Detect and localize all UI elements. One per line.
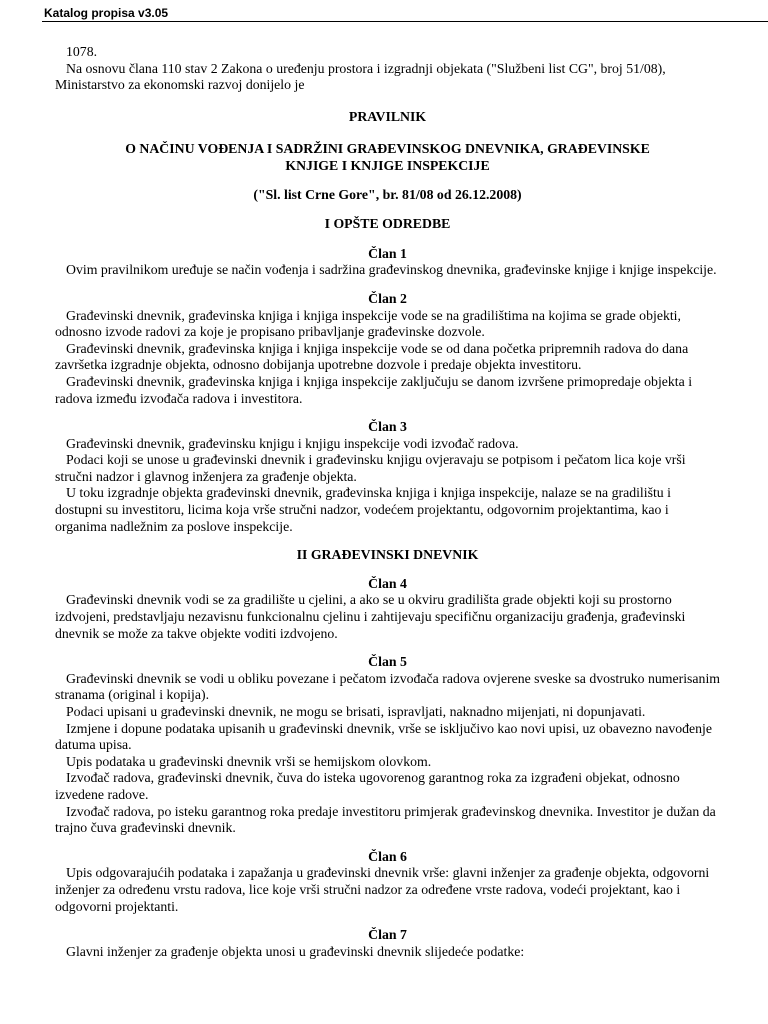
article-paragraph: Podaci koji se unose u građevinski dnevnik i građevinsku knjigu ovjeravaju se potpisom i pečatom lica koje vrši stručni nadzor i glavnog inženjera za građenje objekta. xyxy=(55,452,686,484)
article-heading: Član 5 xyxy=(368,654,407,670)
article-paragraph: U toku izgradnje objekta građevinski dnevnik, građevinska knjiga i knjiga inspekcije, nalaze se na gradilištu i dostupni su investitoru, licima koja vrše stručni nadzor, vodećem projektantu, odgovornim projektantima, kao i organima nadležnim za poslove inspekcije. xyxy=(55,485,671,534)
document-number: 1078. xyxy=(66,44,98,59)
article-paragraph: Građevinski dnevnik, građevinska knjiga i knjiga inspekcije zaključuju se danom izvršene primopredaje objekta i radova između izvođača radova i investitora. xyxy=(55,373,693,406)
section-heading: II GRAĐEVINSKI DNEVNIK xyxy=(296,547,479,563)
article-paragraph: Izvođač radova, građevinski dnevnik, čuva do isteka ugovorenog garantnog roka za izgrađeni objekat, odnosno izvedene radove. xyxy=(55,770,680,802)
document-preamble: Na osnovu člana 110 stav 2 Zakona o uređenju prostora i izgradnji objekata ("Službeni list CG", broj 51/08), Ministarstvo za ekonomski razvoj donijelo je xyxy=(55,60,666,93)
article-heading: Član 7 xyxy=(368,927,407,943)
article-heading: Član 3 xyxy=(368,419,407,435)
document-subtitle: O NAČINU VOĐENJA I SADRŽINI GRAĐEVINSKOG DNEVNIKA, GRAĐEVINSKE KNJIGE I KNJIGE INSPEKCIJE xyxy=(125,141,650,173)
article-paragraph: Upis podataka u građevinski dnevnik vrši se hemijskom olovkom. xyxy=(66,753,432,769)
article-paragraph: Ovim pravilnikom uređuje se način vođenja i sadržina građevinskog dnevnika, građevinske knjige i knjige inspekcije. xyxy=(66,262,717,278)
app-header xyxy=(0,0,768,22)
document-title: PRAVILNIK xyxy=(348,108,427,124)
app-title: Katalog propisa v3.05 xyxy=(44,6,169,20)
article-heading: Član 6 xyxy=(368,848,407,864)
article-paragraph: Podaci upisani u građevinski dnevnik, ne mogu se brisati, ispravljati, naknadno mijenjati, ni dopunjavati. xyxy=(66,704,646,719)
document-body xyxy=(55,44,720,960)
article-heading: Član 2 xyxy=(368,290,407,306)
section-heading: I OPŠTE ODREDBE xyxy=(324,216,451,232)
article-paragraph: Građevinski dnevnik vodi se za gradilište u cjelini, a ako se u okviru gradilišta grade objekti koji su prostorno izdvojeni, predstavljaju nezavisnu funkcionalnu cjelinu i zahtijevaju specifičnu organizaciju građenja, građevinski dnevnik se može za takve objekte voditi izdvojeno. xyxy=(55,592,686,641)
header-divider xyxy=(42,21,768,22)
article-paragraph: Građevinski dnevnik, građevinsku knjigu i knjigu inspekcije vodi izvođač radova. xyxy=(66,435,519,451)
article-heading: Član 4 xyxy=(368,575,407,591)
article-paragraph: Glavni inženjer za građenje objekta unosi u građevinski dnevnik slijedeće podatke: xyxy=(66,943,525,959)
article-paragraph: Građevinski dnevnik, građevinska knjiga i knjiga inspekcije vode se od dana početka pripremnih radova do dana završetka izgradnje objekta, odnosno dobijanja upotrebne dozvole i predaje objekta investitoru. xyxy=(55,340,689,373)
article-paragraph: Građevinski dnevnik se vodi u obliku povezane i pečatom izvođača radova ovjerene sveske sa dvostruko numerisanim stranama (original i kopija). xyxy=(55,670,721,703)
article-paragraph: Izmjene i dopune podataka upisanih u građevinski dnevnik, vrše se isključivo kao novi upisi, uz obavezno navođenje datuma upisa. xyxy=(55,720,712,753)
article-paragraph: Upis odgovarajućih podataka i zapažanja u građevinski dnevnik vrše: glavni inženjer za građenje objekta, odgovorni inženjer za određenu vrstu radova, lice koje vrši stručni nadzor za određene vrste radova, vodeći projektant, kao i odgovorni projektanti. xyxy=(55,865,710,914)
article-heading: Član 1 xyxy=(368,245,407,261)
article-paragraph: Izvođač radova, po isteku garantnog roka predaje investitoru primjerak građevinskog dnevnika. Investitor je dužan da trajno čuva građevinski dnevnik. xyxy=(55,803,716,836)
gazette-reference: ("Sl. list Crne Gore", br. 81/08 od 26.12.2008) xyxy=(253,186,522,202)
article-paragraph: Građevinski dnevnik, građevinska knjiga i knjiga inspekcije vode se na gradilištima na kojima se grade objekti, odnosno izvode radovi za koje je propisano pribavljanje građevinske dozvole. xyxy=(55,307,681,340)
